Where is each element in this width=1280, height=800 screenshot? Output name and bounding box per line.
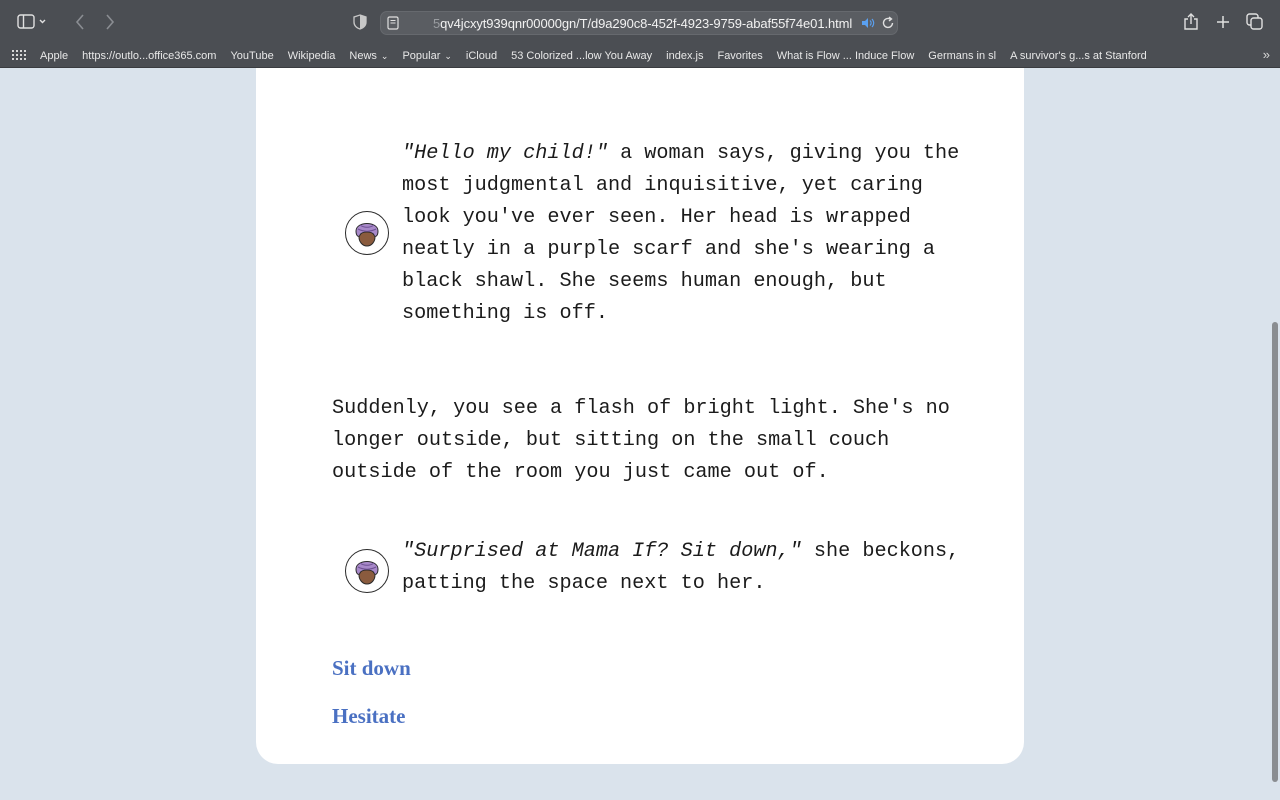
dialog-paragraph-2	[402, 536, 962, 600]
bookmark-label: What is Flow ... Induce Flow	[776, 50, 915, 62]
browser-toolbar	[0, 0, 1280, 44]
choice-sit-down[interactable]: Sit down	[332, 656, 411, 680]
bookmark-item[interactable]	[777, 50, 915, 62]
scrollbar[interactable]	[1272, 322, 1278, 782]
shield-icon	[353, 14, 367, 30]
bookmark-label: A survivor's g...s at Stanford	[1010, 50, 1147, 62]
chevron-down-icon: ⌄	[380, 50, 389, 61]
grid-icon[interactable]	[12, 49, 26, 61]
sidebar-toggle-button[interactable]	[10, 0, 54, 44]
bookmark-item[interactable]	[1010, 50, 1147, 62]
more-bookmarks-icon[interactable]: »	[1262, 47, 1270, 62]
story-card	[256, 68, 1024, 764]
choice-hesitate[interactable]: Hesitate	[332, 704, 406, 728]
bookmark-label: News	[349, 50, 377, 62]
bookmarks-bar	[0, 44, 1280, 68]
url-text	[433, 16, 852, 31]
bookmark-item[interactable]	[230, 50, 273, 62]
avatar	[345, 549, 389, 593]
bookmark-label: 53 Colorized ...low You Away	[511, 50, 653, 62]
dialog-quote: "Surprised at Mama If? Sit down,"	[402, 540, 802, 563]
avatar	[345, 211, 389, 255]
bookmark-label: YouTube	[230, 50, 274, 62]
tab-overview-button[interactable]	[1244, 0, 1266, 44]
narration-paragraph: Suddenly, you see a flash of bright light. She's no longer outside, but sitting on the small couch outside of the room you just came out of.	[332, 397, 950, 484]
bookmark-list	[40, 44, 1161, 68]
chevron-down-icon: ⌄	[444, 50, 452, 61]
share-button[interactable]	[1180, 0, 1202, 44]
chevron-left-icon	[75, 14, 85, 30]
dialog-quote: "Hello my child!"	[402, 142, 608, 165]
bookmark-item[interactable]	[666, 50, 703, 62]
share-icon	[1183, 13, 1199, 31]
back-button[interactable]	[70, 0, 90, 44]
bookmark-label: Favorites	[717, 50, 763, 62]
privacy-report-button[interactable]	[350, 0, 370, 44]
bookmark-item[interactable]	[717, 50, 762, 62]
plus-icon	[1216, 15, 1230, 29]
bookmark-label: Popular	[402, 50, 441, 62]
tab-overview-icon	[1246, 13, 1264, 31]
bookmark-label: Apple	[40, 50, 69, 62]
bookmark-item[interactable]	[349, 50, 388, 62]
sidebar-icon	[17, 14, 47, 30]
bookmark-item[interactable]	[928, 50, 996, 62]
chevron-right-icon	[105, 14, 115, 30]
reload-icon[interactable]	[881, 16, 895, 30]
new-tab-button[interactable]	[1212, 0, 1234, 44]
bookmark-item[interactable]	[402, 50, 451, 62]
bookmark-item[interactable]	[82, 50, 216, 62]
woman-purple-scarf-icon	[352, 217, 382, 249]
speaker-icon[interactable]	[861, 17, 875, 29]
page-icon	[387, 16, 399, 30]
bookmark-label: https://outlo...office365.com	[82, 50, 217, 62]
woman-purple-scarf-icon	[352, 555, 382, 587]
bookmark-item[interactable]	[511, 50, 652, 62]
bookmark-item[interactable]	[288, 50, 336, 62]
bookmark-label: iCloud	[465, 50, 498, 62]
bookmark-label: index.js	[666, 50, 704, 62]
dialog-text: a woman says, giving you the most judgmental and inquisitive, yet caring look you've ever seen. Her head is wrapped neatly in a purple scarf and she's wearing a black shawl. She seems human enough, but something is off.	[402, 142, 960, 325]
dialog-paragraph-1	[402, 138, 962, 330]
bookmark-label: Germans in sl	[928, 50, 997, 62]
url-faded-prefix: 5	[433, 16, 441, 31]
bookmark-item[interactable]	[466, 50, 497, 62]
forward-button[interactable]	[100, 0, 120, 44]
address-bar[interactable]	[380, 11, 898, 35]
url-value: qv4jcxyt939qnr00000gn/T/d9a290c8-452f-4923-9759-abaf55f74e01.html	[440, 16, 853, 31]
bookmark-label: Wikipedia	[287, 50, 336, 62]
dialog-text: she beckons, patting the space next to her.	[402, 540, 960, 595]
bookmark-item[interactable]	[40, 50, 68, 62]
